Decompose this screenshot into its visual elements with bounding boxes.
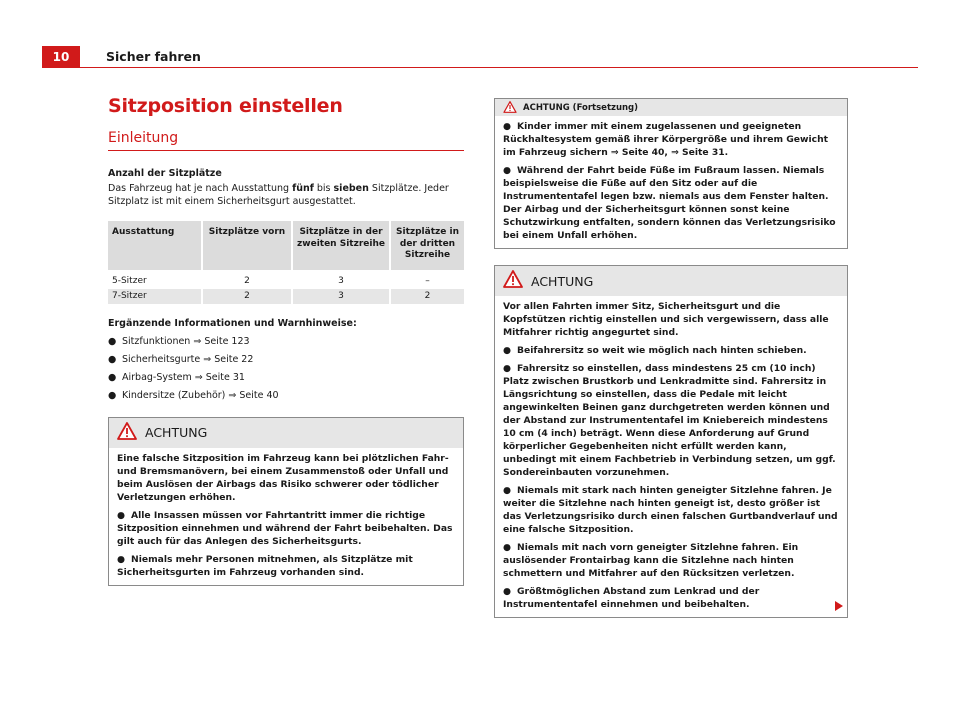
warning-continued-label: ACHTUNG (Fortsetzung) <box>523 102 639 113</box>
page-header <box>42 46 918 68</box>
warning-item-text: Alle Insassen müssen vor Fahrtantritt immer die richtige Sitzposition einnehmen und während der Fahrt beibehalten. Das gilt auch für das Anlegen des Sicherheitsgurts. <box>117 509 453 547</box>
bullet: ● <box>108 353 117 365</box>
warning-label: ACHTUNG <box>531 273 594 289</box>
info-heading: Ergänzende Informationen und Warnhinweise: <box>108 317 357 329</box>
table-cell: 5-Sitzer <box>108 274 202 289</box>
table-cell: 2 <box>202 289 292 304</box>
warning-item-text: Fahrersitz so einstellen, dass mindestens 25 cm (10 inch) Platz zwischen Brustkorb und Lenkradmitte sind. Fahrersitz in Längsrichtung so einstellen, dass die Pedale mit leicht angewinkelten Beinen ganz durchgetreten werden können und der Abstand zur Instrumententafel im Kniebereich mindestens 10 cm (4 inch) beträgt. Wenn diese Anforderung auf Grund körperlicher Gegebenheiten nicht erfüllt werden kann, unbedingt mit einem Fachbetrieb in Verbindung setzen, um ggf. Sondereinbauten vorzunehmen. <box>503 363 836 478</box>
table-cell: 2 <box>390 289 464 304</box>
reference-link[interactable]: Sitzfunktionen ⇒ Seite 123 <box>122 335 250 347</box>
header-divider <box>42 67 918 68</box>
table-header-cell: Sitzplätze in der zweiten Sitzreihe <box>292 221 390 270</box>
seats-text-2: bis <box>313 183 334 194</box>
bullet: ● <box>503 542 512 553</box>
warning-header <box>495 266 847 296</box>
warning-item-text: Beifahrersitz so weit wie möglich nach hinten schieben. <box>517 345 807 356</box>
seats-table <box>108 221 464 304</box>
seats-text-3: Sitzplätze. Jeder Sitzplatz ist mit einem Sicherheitsgurt ausgestattet. <box>108 183 449 207</box>
warning-header <box>109 418 463 448</box>
right-column <box>494 98 848 618</box>
reference-list <box>108 333 464 405</box>
list-item[interactable] <box>108 387 464 405</box>
warning-continued-box <box>494 98 848 249</box>
seats-bold-1: fünf <box>292 183 314 194</box>
table-row <box>108 289 464 304</box>
list-item[interactable] <box>108 333 464 351</box>
warning-item <box>503 484 839 536</box>
warning-triangle-icon <box>503 98 517 117</box>
warning-intro: Vor allen Fahrten immer Sitz, Sicherheitsgurt und die Kopfstützen richtig einstellen und sich vergewissern, dass alle Mitfahrer richtig angegurtet sind. <box>503 301 829 338</box>
warning-item <box>503 164 839 242</box>
warning-item <box>503 541 839 580</box>
warning-continued-header <box>495 99 847 116</box>
reference-link[interactable]: Airbag-System ⇒ Seite 31 <box>122 371 245 383</box>
bullet: ● <box>503 363 512 374</box>
warning-intro: Eine falsche Sitzposition im Fahrzeug kann bei plötzlichen Fahr- und Bremsmanövern, bei einem Zusammenstoß oder Unfall und beim Auslösen der Airbags das Risiko schwerer oder tödlicher Verletzungen erhöhen. <box>117 452 449 503</box>
seats-text-1: Das Fahrzeug hat je nach Ausstattung <box>108 183 293 194</box>
bullet: ● <box>503 165 512 176</box>
warning-body <box>495 296 847 617</box>
warning-item-text: Niemals mit nach vorn geneigter Sitzlehne fahren. Ein auslösender Frontairbag kann die Sitzlehne nach hinten schmettern und Mitfahrer auf den Rücksitzen verletzen. <box>503 542 799 579</box>
bullet: ● <box>117 509 126 521</box>
reference-link[interactable]: Sicherheitsgurte ⇒ Seite 22 <box>122 353 254 365</box>
warning-item-text: Kinder immer mit einem zugelassenen und geeigneten Rückhaltesystem gemäß ihrer Körpergröße und ihrem Gewicht im Fahrzeug sichern ⇒ Seite 40, ⇒ Seite 31. <box>503 121 829 158</box>
table-cell: 3 <box>292 274 390 289</box>
list-item[interactable] <box>108 369 464 387</box>
table-row <box>108 274 464 289</box>
table-header-row <box>108 221 464 270</box>
bullet: ● <box>503 345 512 356</box>
warning-triangle-icon <box>503 270 523 292</box>
warning-body <box>109 448 463 585</box>
warning-triangle-icon <box>117 422 137 444</box>
warning-item-text: Während der Fahrt beide Füße im Fußraum lassen. Niemals beispielsweise die Füße auf den Sitz oder auf die Instrumententafel legen bzw. niemals aus dem Fenster halten. Der Airbag und der Sicherheitsgurt können sonst keine Schutzwirkung entfalten, sondern können das Verletzungsrisiko bei einem Unfall erhöhen. <box>503 165 836 241</box>
table-header-cell: Sitzplätze vorn <box>202 221 292 270</box>
seats-paragraph <box>108 182 464 208</box>
continue-arrow-icon <box>835 601 843 611</box>
warning-item <box>117 509 455 548</box>
page-number: 10 <box>42 46 80 68</box>
warning-label: ACHTUNG <box>145 425 208 440</box>
table-header-cell: Ausstattung <box>108 221 202 270</box>
warning-continued-body <box>495 116 847 248</box>
bullet: ● <box>108 335 117 347</box>
bullet: ● <box>108 371 117 383</box>
warning-box-2 <box>494 265 848 618</box>
page-title: Sitzposition einstellen <box>108 95 343 117</box>
warning-item-text: Niemals mit stark nach hinten geneigter Sitzlehne fahren. Je weiter die Sitzlehne nach hinten geneigt ist, desto größer ist das Verletzungsrisiko durch einen falschen Gurtbandverlauf und eine falsche Sitzposition. <box>503 485 838 535</box>
table-cell: – <box>390 274 464 289</box>
table-cell: 2 <box>202 274 292 289</box>
warning-item-text: Niemals mehr Personen mitnehmen, als Sitzplätze mit Sicherheitsgurten im Fahrzeug vorhanden sind. <box>117 553 413 578</box>
bullet: ● <box>108 389 117 401</box>
reference-link[interactable]: Kindersitze (Zubehör) ⇒ Seite 40 <box>122 389 279 401</box>
warning-item <box>117 553 455 579</box>
bullet: ● <box>117 553 126 565</box>
bullet: ● <box>503 121 512 132</box>
table-cell: 3 <box>292 289 390 304</box>
left-column <box>108 95 464 586</box>
warning-item <box>503 120 839 159</box>
bullet: ● <box>503 586 512 597</box>
warning-item <box>503 362 839 479</box>
bullet: ● <box>503 485 512 496</box>
warning-box <box>108 417 464 586</box>
section-subtitle: Einleitung <box>108 130 464 151</box>
warning-item <box>503 585 839 611</box>
seats-heading: Anzahl der Sitzplätze <box>108 168 222 179</box>
warning-item <box>503 344 839 357</box>
table-cell: 7-Sitzer <box>108 289 202 304</box>
chapter-title: Sicher fahren <box>106 49 201 64</box>
list-item[interactable] <box>108 351 464 369</box>
seats-bold-2: sieben <box>333 183 369 194</box>
table-header-cell: Sitzplätze in der dritten Sitzreihe <box>390 221 464 270</box>
warning-item-text: Größtmöglichen Abstand zum Lenkrad und der Instrumententafel einnehmen und beibehalten. <box>503 586 760 610</box>
